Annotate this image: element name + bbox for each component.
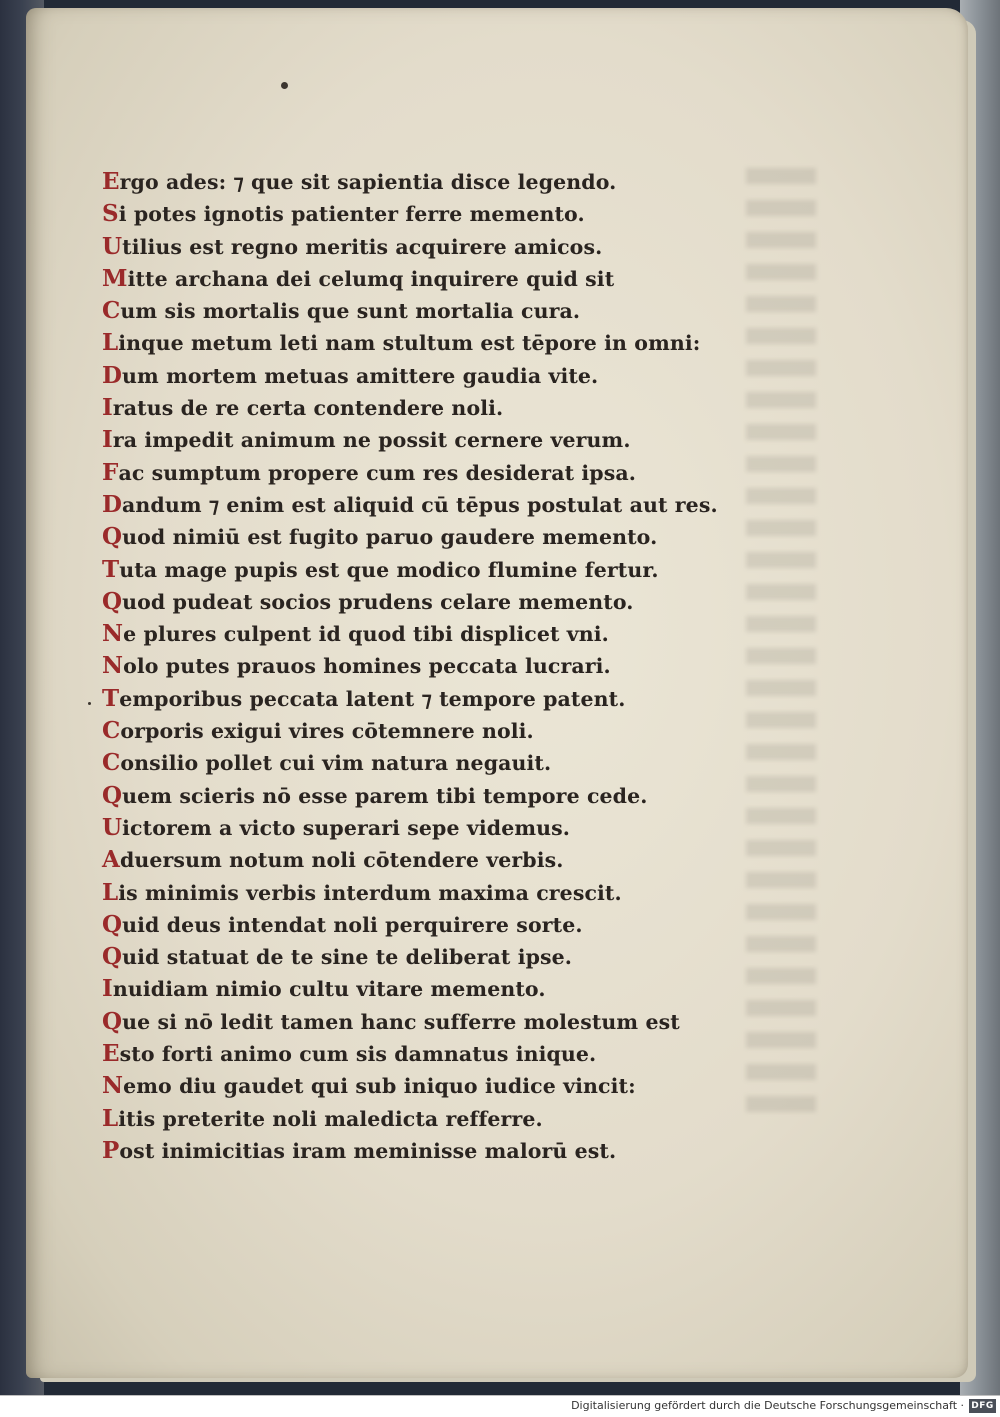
verse-line [102, 909, 762, 941]
verse-line [102, 877, 762, 909]
verse-line [102, 618, 762, 650]
verse-text: uod nimiū est fugito paruo gaudere memento. [122, 525, 658, 550]
verse-text: i potes ignotis patienter ferre memento. [118, 202, 585, 227]
verse-line [102, 780, 762, 812]
rubricated-initial: N [102, 1072, 124, 1100]
verse-line [102, 747, 762, 779]
rubricated-initial: U [102, 813, 123, 841]
rubricated-initial: N [102, 620, 124, 648]
verse-text: e plures culpent id quod tibi displicet vni. [123, 622, 609, 647]
verse-line [102, 521, 762, 553]
rubricated-initial: L [102, 878, 119, 906]
verse-text: uem scieris nō esse parem tibi tempore cede. [122, 783, 648, 808]
verse-line [102, 295, 762, 327]
rubricated-initial: D [102, 361, 123, 389]
verse-line [102, 263, 762, 295]
verse-line [102, 231, 762, 263]
rubricated-initial: T [102, 684, 120, 712]
ink-dot-mark [281, 82, 288, 89]
rubricated-initial: E [102, 168, 120, 195]
rubricated-initial: S [102, 200, 119, 228]
verse-line [102, 1006, 762, 1038]
verse-text: uid deus intendat noli perquirere sorte. [122, 912, 583, 937]
verse-line [102, 715, 762, 747]
verse-text: duersum notum noli cōtendere verbis. [119, 848, 564, 873]
verse-line [102, 554, 762, 586]
verse-text: sto forti animo cum sis damnatus inique. [119, 1042, 597, 1067]
verse-line [102, 360, 762, 392]
verse-text: onsilio pollet cui vim natura negauit. [120, 751, 552, 776]
rubricated-initial: E [102, 1040, 120, 1068]
verse-text: emporibus peccata latent ⁊ tempore patent. [119, 686, 626, 711]
verse-line [102, 973, 762, 1005]
rubricated-initial: T [102, 555, 120, 583]
verse-text: ratus de re certa contendere noli. [112, 396, 504, 421]
rubricated-initial: Q [102, 781, 123, 809]
rubricated-initial: Q [102, 943, 123, 971]
verse-line [102, 489, 762, 521]
verse-text: orporis exigui vires cōtemnere noli. [120, 719, 534, 744]
verse-line [102, 1070, 762, 1102]
verse-line [102, 198, 762, 230]
verse-line [102, 327, 762, 359]
verse-text: rgo ades: ⁊ que sit sapientia disce legendo. [119, 170, 617, 194]
verse-text: ac sumptum propere cum res desiderat ipsa. [118, 460, 636, 485]
verse-line [102, 844, 762, 876]
rubricated-initial: I [102, 426, 113, 454]
funding-credit: Digitalisierung gefördert durch die Deutsche Forschungsgemeinschaft · [571, 1399, 964, 1412]
rubricated-initial: Q [102, 910, 123, 938]
verse-text: uod pudeat socios prudens celare memento. [122, 589, 634, 614]
rubricated-initial: N [102, 652, 124, 680]
verse-line [102, 166, 762, 198]
verse-line [102, 1135, 762, 1167]
rubricated-initial: L [102, 1104, 119, 1132]
verse-text: ictorem a victo superari sepe videmus. [122, 815, 571, 840]
verse-text: tilius est regno meritis acquirere amicos. [122, 234, 603, 259]
verse-text: andum ⁊ enim est aliquid cū tēpus postulat aut res. [122, 492, 718, 517]
verse-line [102, 650, 762, 682]
verse-text: ra impedit animum ne possit cernere verum. [112, 428, 631, 453]
verse-line [102, 457, 762, 489]
rubricated-initial: A [102, 846, 120, 874]
rubricated-initial: P [102, 1136, 120, 1164]
rubricated-initial: F [102, 458, 119, 486]
verse-line [102, 1103, 762, 1135]
rubricated-initial: M [102, 264, 128, 292]
verse-line [102, 424, 762, 456]
verse-text: olo putes prauos homines peccata lucrari. [123, 654, 611, 679]
verse-text: is minimis verbis interdum maxima crescit. [118, 880, 622, 905]
rubricated-initial: D [102, 490, 123, 518]
verse-line [102, 586, 762, 618]
verse-text: emo diu gaudet qui sub iniquo iudice vincit: [123, 1074, 636, 1099]
rubricated-initial: U [102, 232, 123, 260]
rubricated-initial: I [102, 394, 113, 422]
verse-text: itte archana dei celumq inquirere quid sit [127, 266, 615, 291]
verse-text: um mortem metuas amittere gaudia vite. [122, 363, 599, 388]
digitization-footer [0, 1395, 1000, 1417]
ink-dot-mark-small [88, 702, 91, 705]
verse-line [102, 1038, 762, 1070]
rubricated-initial: C [102, 297, 121, 325]
verse-text: inque metum leti nam stultum est tēpore in omni: [118, 331, 701, 356]
verse-line [102, 683, 762, 715]
rubricated-initial: C [102, 717, 121, 745]
rubricated-initial: L [102, 329, 119, 357]
dfg-logo: DFG [969, 1399, 996, 1413]
verse-text: nuidiam nimio cultu vitare memento. [112, 977, 546, 1002]
verse-text: uta mage pupis est que modico flumine fertur. [119, 557, 659, 582]
rubricated-initial: Q [102, 587, 123, 615]
verse-line [102, 812, 762, 844]
rubricated-initial: Q [102, 523, 123, 551]
verse-text: um sis mortalis que sunt mortalia cura. [120, 299, 581, 324]
verse-line [102, 392, 762, 424]
verse-text: ost inimicitias iram meminisse malorū est. [119, 1138, 617, 1163]
verse-text: ue si nō ledit tamen hanc sufferre molestum est [122, 1009, 680, 1034]
rubricated-initial: C [102, 749, 121, 777]
verse-text: uid statuat de te sine te deliberat ipse. [122, 945, 573, 970]
rubricated-initial: I [102, 975, 113, 1003]
verse-line [102, 941, 762, 973]
verse-text: itis preterite noli maledicta refferre. [118, 1106, 543, 1131]
verse-list [102, 166, 762, 1167]
rubricated-initial: Q [102, 1007, 123, 1035]
